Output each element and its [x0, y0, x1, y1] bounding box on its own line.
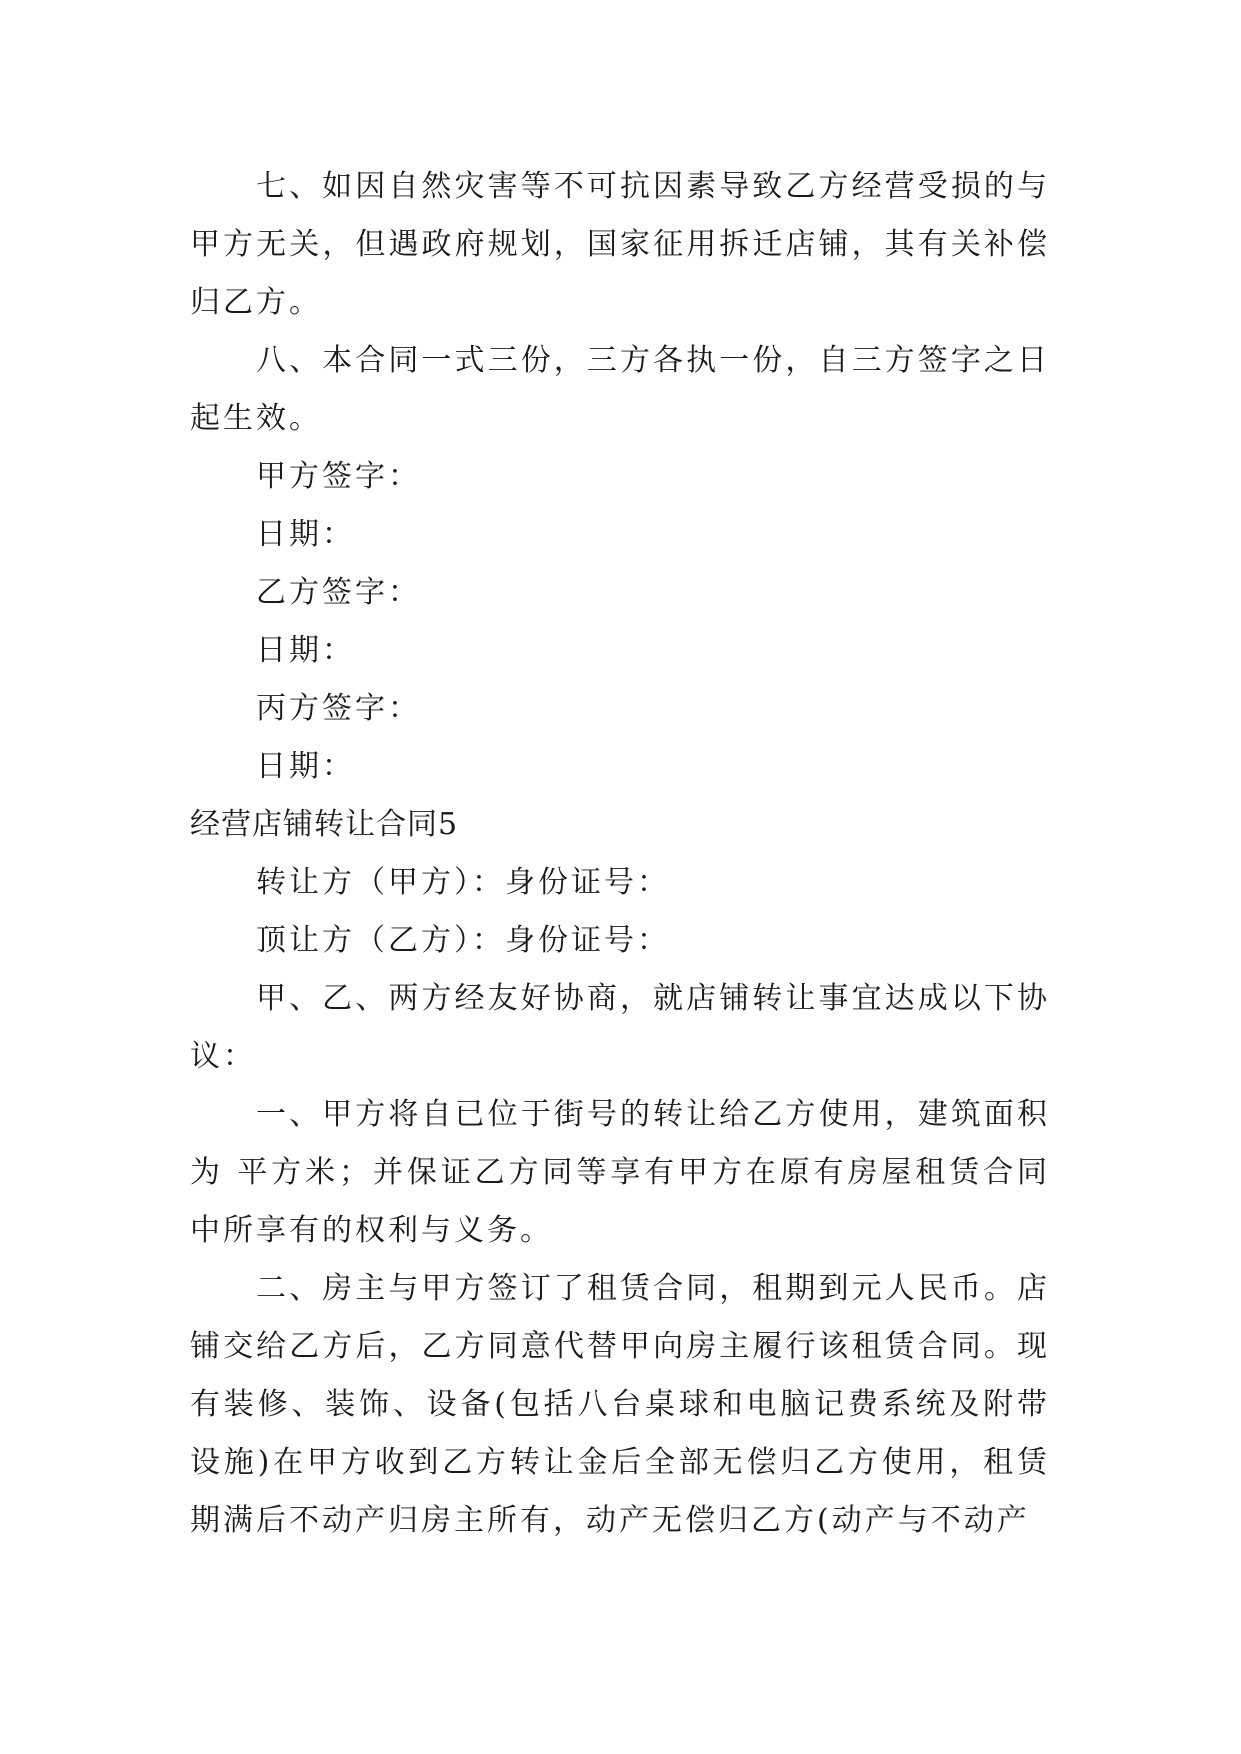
clause-eight: 八、本合同一式三份，三方各执一份，自三方签字之日起生效。	[190, 343, 1050, 436]
contract-title: 经营店铺转让合同5	[190, 807, 459, 842]
clause-one: 一、甲方将自已位于街号的转让给乙方使用，建筑面积为 平方米；并保证乙方同等享有甲方在原有房屋租赁合同中所享有的权利与义务。	[190, 1097, 1050, 1248]
party-c-signature: 丙方签字：	[256, 691, 421, 726]
party-a-signature: 甲方签字：	[256, 459, 421, 494]
clause-seven: 七、如因自然灾害等不可抗因素导致乙方经营受损的与甲方无关，但遇政府规划，国家征用拆迁店铺，其有关补偿归乙方。	[190, 169, 1050, 320]
transferee-line: 顶让方（乙方）：身份证号：	[256, 923, 670, 958]
party-c-date: 日期：	[256, 749, 355, 784]
party-b-signature: 乙方签字：	[256, 575, 421, 610]
transferor-line: 转让方（甲方）：身份证号：	[256, 865, 670, 900]
document-body	[190, 158, 1050, 1550]
clause-two: 二、房主与甲方签订了租赁合同，租期到元人民币。店铺交给乙方后，乙方同意代替甲向房主履行该租赁合同。现有装修、装饰、设备(包括八台桌球和电脑记费系统及附带设施)在甲方收到乙方转让金后全部无偿归乙方使用，租赁期满后不动产归房主所有，动产无偿归乙方(动产与不动产	[190, 1271, 1050, 1538]
party-a-date: 日期：	[256, 517, 355, 552]
party-b-date: 日期：	[256, 633, 355, 668]
agreement-intro: 甲、乙、两方经友好协商，就店铺转让事宜达成以下协议：	[190, 981, 1050, 1074]
